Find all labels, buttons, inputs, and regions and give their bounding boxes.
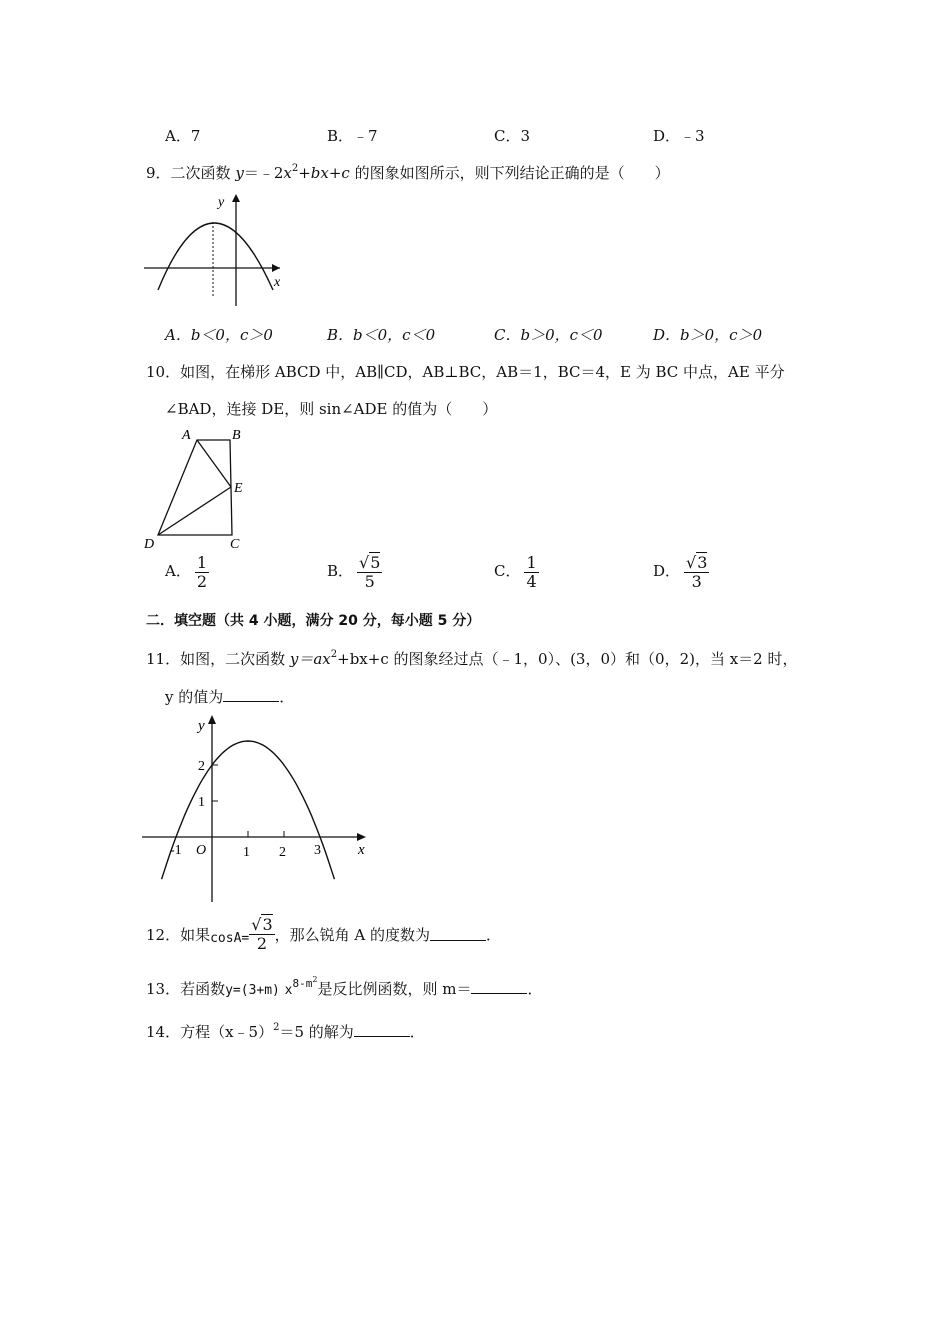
q9-option-a: A．b＜0，c＞0 — [165, 326, 273, 344]
q11-ytick-2: 2 — [198, 759, 205, 774]
q14-answer-blank[interactable] — [354, 1024, 410, 1037]
label-e: E — [234, 481, 243, 496]
q9-option-d: D．b＞0，c＞0 — [653, 326, 763, 344]
segment-de — [158, 487, 231, 535]
q10-question-line2: ∠BAD，连接 DE，则 sin∠ADE 的值为（ ） — [165, 400, 498, 418]
trapezoid-abcd — [158, 440, 232, 535]
q11-question-line1: 11．如图，二次函数 $y=ax^2+bx+c$ 的图象经过点（﹣1，0）、(3，0）和（0，2)，当 x＝2 时， — [146, 649, 798, 668]
label-b: B — [232, 428, 241, 443]
q9-x-label: x — [274, 275, 281, 290]
q8-option-c: C．3 — [494, 127, 531, 145]
q9-parabola — [158, 223, 273, 290]
q12-answer-blank[interactable] — [430, 928, 486, 941]
segment-ae — [197, 440, 231, 487]
label-c: C — [230, 537, 240, 552]
label-d: D — [144, 537, 155, 552]
q11-answer-blank[interactable] — [223, 689, 279, 702]
q11-tick-1: 1 — [243, 845, 250, 860]
q11-tick-3: 3 — [314, 843, 321, 858]
q14-question: 14．方程（x﹣5）$^2$＝5 的解为 ． — [146, 1022, 425, 1041]
section-2-heading: 二．填空题（共 4 小题，满分 20 分，每小题 5 分） — [146, 613, 481, 629]
q11-tick-2: 2 — [279, 845, 286, 860]
q10-trapezoid-figure — [140, 424, 255, 554]
q8-option-a: A．7 — [165, 127, 201, 145]
q10-option-b: B． $\frac{√5}{5}$ — [327, 553, 381, 591]
q10-option-c: C． $\frac{1}{4}$ — [494, 553, 537, 591]
q13-question: 13．若函数y=(3+m) $x^{8-m2}$是反比例函数，则 m＝ ． — [146, 975, 543, 998]
q13-answer-blank[interactable] — [471, 981, 527, 994]
q10-option-d: D． $\frac{√3}{3}$ — [653, 553, 708, 591]
q10-question-line1: 10．如图，在梯形 ABCD 中，AB∥CD，AB⊥BC，AB＝1，BC＝4，E 为 BC 中点，AE 平分 — [146, 363, 785, 381]
q9-option-c: C．b＞0，c＜0 — [494, 326, 603, 344]
q11-parabola-graph — [138, 712, 368, 904]
q9-option-b: B．b＜0，c＜0 — [327, 326, 436, 344]
q9-question: 9．二次函数 $y=﹣2x^2+bx+c$ 的图象如图所示，则下列结论正确的是（ ） — [146, 163, 670, 182]
q11-y-label: y — [198, 718, 205, 734]
q11-tick-minus1: -1 — [170, 843, 182, 858]
q11-ytick-1: 1 — [198, 795, 205, 810]
q11-origin-label: O — [196, 843, 207, 858]
q9-y-label: y — [218, 195, 225, 210]
q9-parabola-graph — [140, 192, 290, 314]
q8-option-d: D．﹣3 — [653, 127, 705, 145]
q11-question-line2: y 的值为 ． — [165, 688, 295, 706]
q11-x-label: x — [358, 842, 365, 858]
label-a: A — [182, 428, 191, 443]
q12-question: 12．如果 cosA= $\frac{√3}{2}$ ，那么锐角 A 的度数为 ． — [146, 915, 502, 953]
q10-option-a: A． $\frac{1}{2}$ — [165, 553, 208, 591]
q8-option-b: B．﹣7 — [327, 127, 378, 145]
